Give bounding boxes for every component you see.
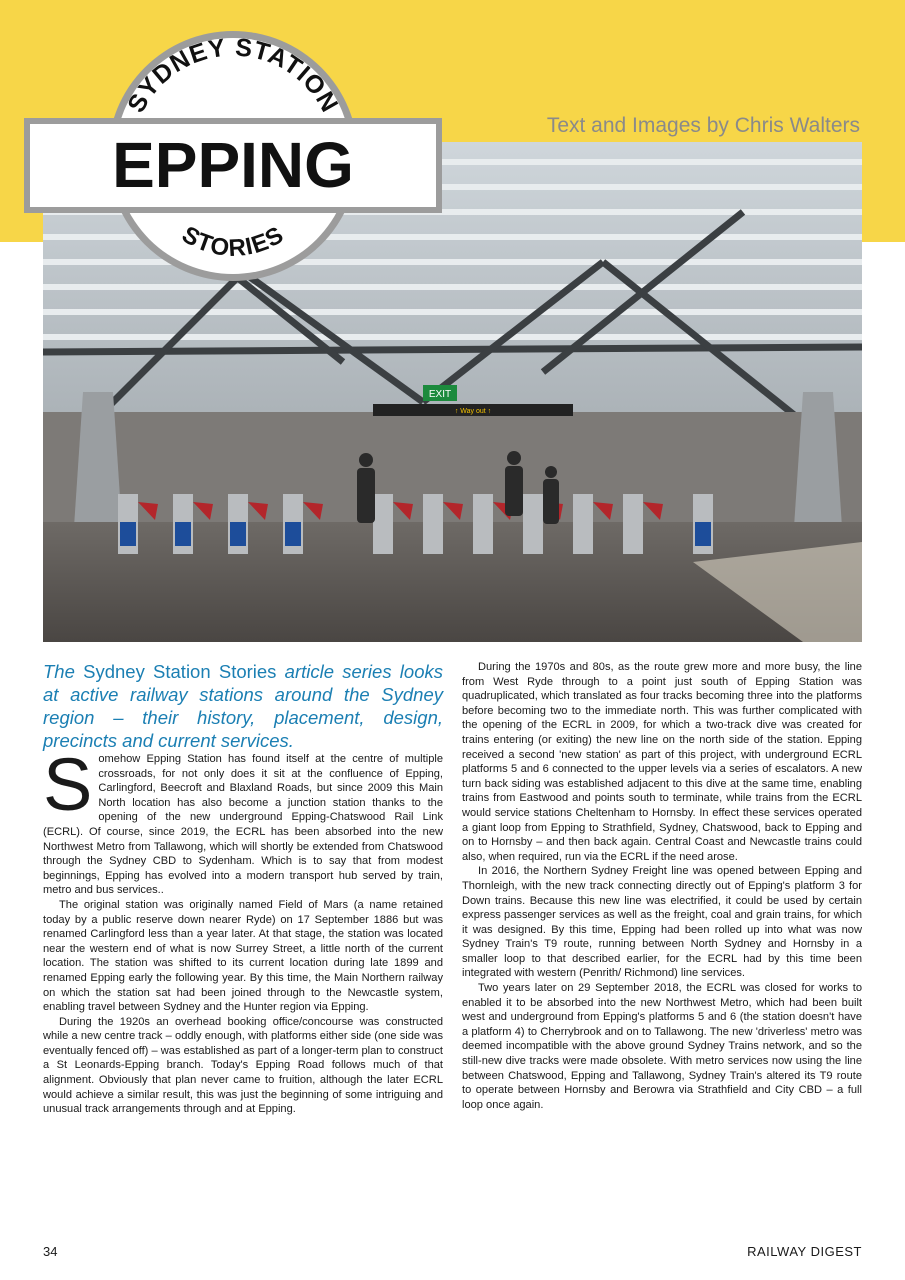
exit-sign: EXIT [428, 389, 452, 400]
drop-cap: S [43, 743, 93, 826]
way-out-sign: ↑ Way out ↑ [454, 408, 492, 415]
paragraph-1-text: omehow Epping Station has found itself at the centre of multiple crossroads, for not only does it sit at the confluence of Epping, Carlingford, Beecroft and Blaxland Roads, but since 2009 this Main North location has also become a junction station thanks to the opening of the new underground Epping-Chatswood Rail Link (ECRL). Of course, since 2019, the ECRL has been absorbed into the new Northwest Metro from Tallawong, which will shortly be extended from Chatswood through the Sydney CBD to Sydenham. Which is to say that from modest beginnings, Epping has evolved into a modern transport hub served by train, metro and bus services.. [43, 753, 443, 897]
lede-part-c: article series looks at active railway stations around the Sydney region – their history, placement, design, precincts and current services. [43, 661, 443, 751]
page-number: 34 [43, 1244, 58, 1259]
publication-name: RAILWAY DIGEST [747, 1244, 862, 1259]
byline: Text and Images by Chris Walters [546, 114, 860, 137]
badge-top-text: SYDNEY STATION [122, 33, 344, 118]
article-column-right [462, 660, 862, 1112]
badge-bottom-text: STORIES [177, 221, 289, 263]
paragraph-5: In 2016, the Northern Sydney Freight line was opened between Epping and Thornleigh, with the new track connecting directly out of Epping's platform 3 for Down trains. Because this new line was electrified, it could be used by certain express passenger services as well as the freight, coal and grain trains, for which it was designed. By this time, Epping had been rolled up into what was now Sydney Train's T9 route, running between North Sydney and Hornsby in a smaller loop to that described earlier, for the ECRL had by this time been integrated with western (Penrith/ Richmond) line services. [462, 865, 862, 980]
badge-main-title: EPPING [112, 129, 354, 201]
series-name: Sydney Station Stories [74, 661, 285, 682]
paragraph-4: During the 1970s and 80s, as the route grew more and more busy, the line from West Ryde through to a point just south of Epping Station was quadruplicated, which translated as four tracks becoming three into the platforms before becoming two to the immediate north. This was further complicated with the opening of the ECRL in 2009, for which a two-track dive was created for trains entering (or exiting) the new line on the north side of the station. Epping received a second 'new station' as part of this project, with underground ECRL platforms 5 and 6 connected to the upper levels via a series of escalators. A new turn back siding was established adjacent to this dive at the same time, enabling trains from Eastwood and points south to terminate, while trains from the ECRL would service stations Cheltenham to Hornsby. In effect these services operated a giant loop from Epping to Strathfield, Sydney, Chatswood, back to Epping and on to Hornsby – and then back again. Central Coast and Newcastle trains could also, when required, run via the ECRL if the need arose. [462, 661, 862, 863]
paragraph-6: Two years later on 29 September 2018, the ECRL was closed for works to enabled it to be absorbed into the new Northwest Metro, which had been built west and underground from Epping's platforms 5 and 6 (the station doesn't have a platform 4) to Cherrybrook and on to Tallawong. The new 'driverless' metro was deemed incompatible with the above ground Sydney Trains network, and so the still-new dive tracks were made obsolete. With metro services now using the line between Chatswood, Epping and Tallawong, Sydney Train's altered its T9 route to operate between Hornsby and Berowra via Strathfield and City CBD – a full loop once again. [462, 982, 862, 1111]
sydney-station-stories-badge [18, 16, 448, 286]
paragraph-2: The original station was originally named Field of Mars (a name retained today by a public reserve down nearer Ryde) on 17 September 1886 but was renamed Carlingford less than a year later. At that stage, the station was located near the western end of what is now Surrey Street, a little north of the current location. The station was shifted to its current location during late 1899 and renamed Epping early the following year. By this time, the Main Northern railway on which the station sat had been joined through to the Newcastle system, enabling travel between Sydney and the Hunter region via Epping. [43, 898, 443, 1014]
paragraph-1 [43, 743, 443, 898]
paragraph-3: During the 1920s an overhead booking office/concourse was constructed while a new centre track – oddly enough, with platforms either side (one side was eventually fenced off) – was established as part of a longer-term plan to construct a St Leonards-Epping branch. Today's Epping Road follows much of that alignment. Obviously that plan never came to fruition, although the later ECRL would achieve a similar result, this was just the beginning of some intriguing and unusual track arrangements through and at Epping. [43, 1015, 443, 1116]
lede-paragraph [43, 660, 443, 752]
article-column-left [43, 660, 443, 1117]
lede-part-a: The [43, 661, 75, 682]
